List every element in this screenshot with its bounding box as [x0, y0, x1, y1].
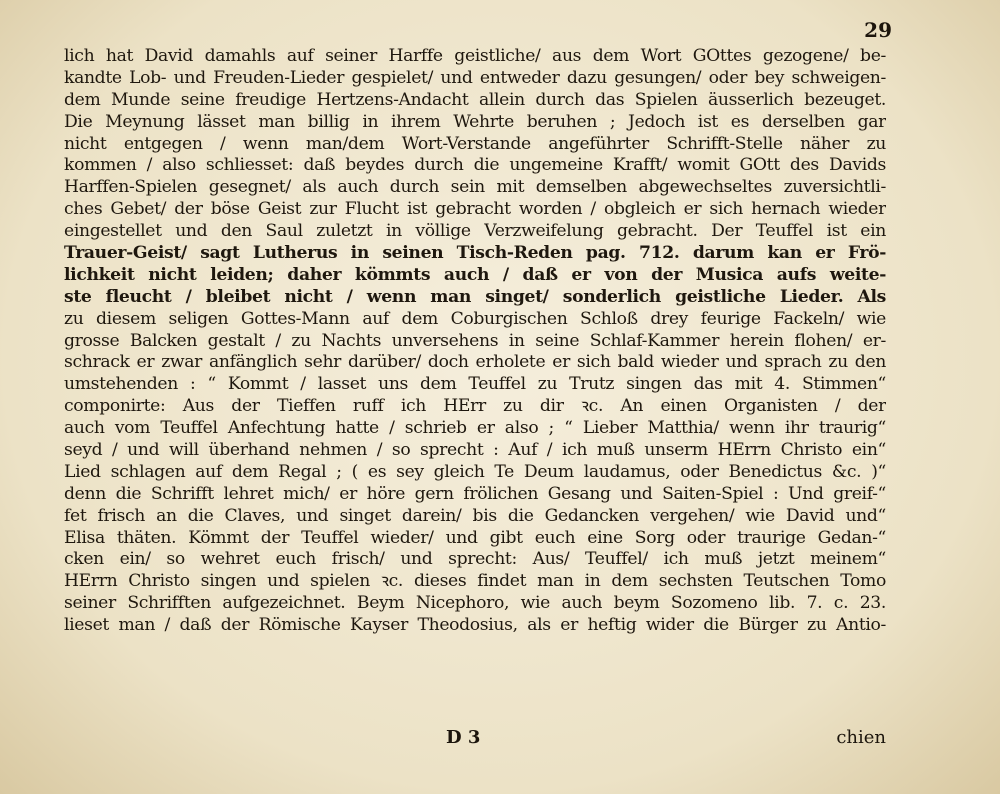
text-line-emphasis: Trauer-Geist/ sagt Lutherus in seinen Tisch-Reden pag. 712. darum kan er Frö- [64, 243, 886, 264]
text-line: grosse Balcken gestalt / zu Nachts unversehens in seine Schlaf-Kammer herein flohen/ er- [64, 330, 886, 351]
text-line: Elisa thäten. Kömmt der Teuffel wieder/ und gibt euch eine Sorg oder traurige Gedan-“ [64, 527, 886, 548]
text-line: denn die Schrifft lehret mich/ er höre gern frölichen Gesang und Saiten-Spiel : Und greif-“ [64, 483, 886, 504]
catchword: chien [836, 727, 886, 748]
text-line: kandte Lob- und Freuden-Lieder gespielet/ und entweder dazu gesungen/ oder bey schweigen- [64, 67, 886, 88]
text-line: cken ein/ so wehret euch frisch/ und sprecht: Aus/ Teuffel/ ich muß jetzt meinem“ [64, 549, 886, 570]
signature-mark: D 3 [446, 727, 481, 748]
text-line: kommen / also schliesset: daß beydes durch die ungemeine Krafft/ womit GOtt des Davids [64, 155, 886, 176]
text-line: schrack er zwar anfänglich sehr darüber/ doch erholete er sich bald wieder und sprach zu den [64, 352, 886, 373]
text-line: seiner Schrifften aufgezeichnet. Beym Nicephoro, wie auch beym Sozomeno lib. 7. c. 23. [64, 593, 886, 614]
text-line: componirte: Aus der Tieffen ruff ich HErr zu dir ꝛc. An einen Organisten / der [64, 396, 886, 417]
text-line: Die Meynung lässet man billig in ihrem Wehrte beruhen ; Jedoch ist es derselben gar [64, 111, 886, 132]
text-line: fet frisch an die Claves, und singet darein/ bis die Gedancken vergehen/ wie David und“ [64, 505, 886, 526]
text-line-emphasis: ste fleucht / bleibet nicht / wenn man singet/ sonderlich geistliche Lieder. Als [64, 286, 886, 307]
page-footer [64, 727, 886, 751]
text-line: dem Munde seine freudige Hertzens-Andacht allein durch das Spielen äusserlich bezeuget. [64, 89, 886, 110]
text-line: eingestellet und den Saul zuletzt in völlige Verzweifelung gebracht. Der Teuffel ist ein [64, 221, 886, 242]
text-line: zu diesem seligen Gottes-Mann auf dem Coburgischen Schloß drey feurige Fackeln/ wie [64, 308, 886, 329]
text-line: lieset man / daß der Römische Kayser Theodosius, als er heftig wider die Bürger zu Antio- [64, 615, 886, 636]
text-line: nicht entgegen / wenn man/dem Wort-Verstande angeführter Schrifft-Stelle näher zu [64, 133, 886, 154]
text-line: seyd / und will überhand nehmen / so sprecht : Auf / ich muß unserm HErrn Christo ein“ [64, 440, 886, 461]
text-line: auch vom Teuffel Anfechtung hatte / schrieb er also ; “ Lieber Matthia/ wenn ihr traurig“ [64, 418, 886, 439]
text-line-emphasis: lichkeit nicht leiden; daher kömmts auch / daß er von der Musica aufs weite- [64, 264, 886, 285]
text-line: Lied schlagen auf dem Regal ; ( es sey gleich Te Deum laudamus, oder Benedictus &c. )“ [64, 461, 886, 482]
text-line: umstehenden : “ Kommt / lasset uns dem Teuffel zu Trutz singen das mit 4. Stimmen“ [64, 374, 886, 395]
text-line: HErrn Christo singen und spielen ꝛc. dieses findet man in dem sechsten Teutschen Tomo [64, 571, 886, 592]
page-number: 29 [864, 18, 892, 42]
text-line: lich hat David damahls auf seiner Harffe geistliche/ aus dem Wort GOttes gezogene/ be- [64, 46, 886, 66]
text-line: Harffen-Spielen gesegnet/ als auch durch sein mit demselben abgewechseltes zuversichtli- [64, 177, 886, 198]
text-line: ches Gebet/ der böse Geist zur Flucht ist gebracht worden / obgleich er sich hernach wieder [64, 199, 886, 220]
body-text [64, 46, 886, 637]
